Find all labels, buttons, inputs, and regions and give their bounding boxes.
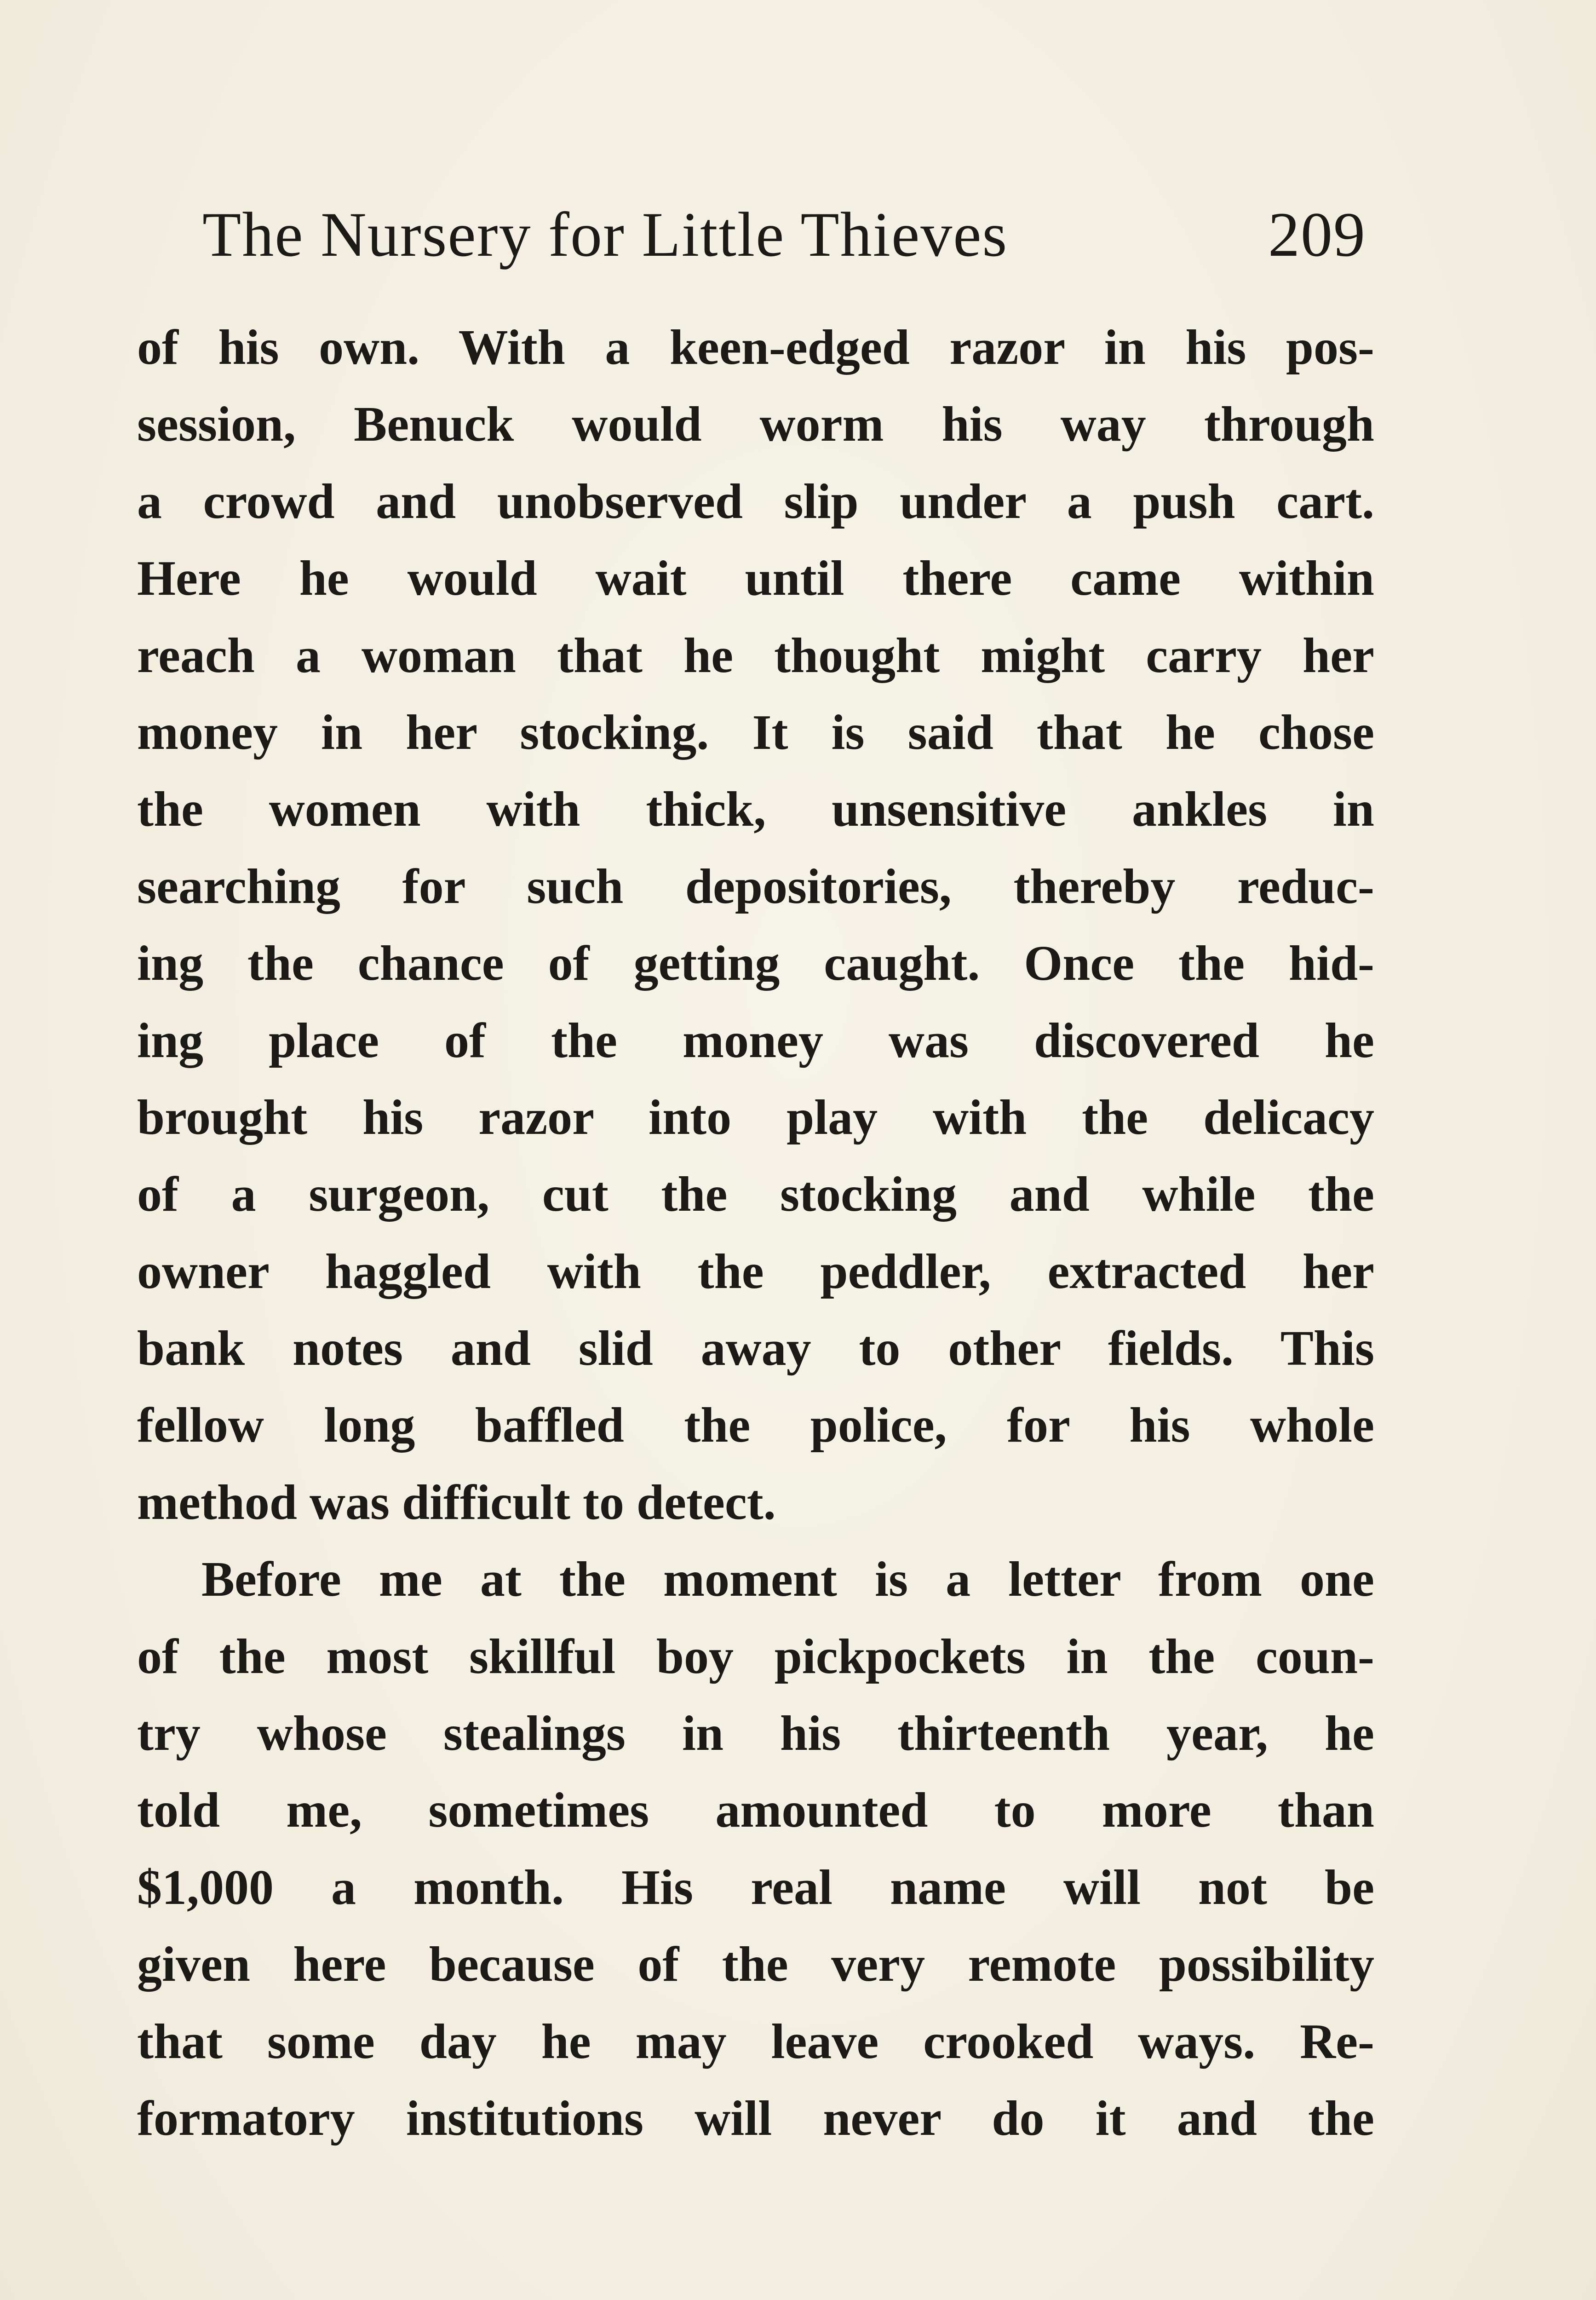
text-line: that some day he may leave crooked ways. Re-	[137, 2014, 1374, 2069]
text-line: of the most skillful boy pickpockets in the coun-	[137, 1629, 1374, 1684]
text-line: $1,000 a month. His real name will not be	[137, 1860, 1374, 1915]
text-line: formatory institutions will never do it and the	[137, 2091, 1374, 2146]
text-line: told me, sometimes amounted to more than	[137, 1783, 1374, 1838]
running-title: The Nursery for Little Thieves	[202, 199, 1008, 270]
text-line: searching for such depositories, thereby reduc-	[137, 859, 1374, 914]
text-line: owner haggled with the peddler, extracted her	[137, 1244, 1374, 1299]
text-line: reach a woman that he thought might carry her	[137, 628, 1374, 683]
page-number: 209	[1268, 199, 1366, 270]
text-line: ing place of the money was discovered he	[137, 1013, 1374, 1068]
text-line: brought his razor into play with the delicacy	[137, 1090, 1374, 1145]
text-line: session, Benuck would worm his way through	[137, 397, 1374, 452]
text-line: method was difficult to detect.	[137, 1475, 776, 1530]
running-header	[202, 198, 1366, 290]
text-line: a crowd and unobserved slip under a push cart.	[137, 474, 1374, 529]
text-line: Before me at the moment is a letter from one	[201, 1552, 1374, 1607]
text-line: ing the chance of getting caught. Once the hid-	[137, 936, 1374, 991]
text-line: try whose stealings in his thirteenth year, he	[137, 1706, 1374, 1761]
text-line: bank notes and slid away to other fields. This	[137, 1321, 1374, 1376]
text-line: given here because of the very remote possibility	[137, 1937, 1374, 1992]
paragraph-1	[137, 309, 1374, 1541]
paragraph-2	[137, 1541, 1374, 2157]
text-line: of a surgeon, cut the stocking and while the	[137, 1167, 1374, 1222]
text-line: of his own. With a keen-edged razor in his pos-	[137, 320, 1374, 375]
text-line: Here he would wait until there came within	[137, 551, 1374, 606]
text-line: the women with thick, unsensitive ankles in	[137, 782, 1374, 837]
body-text	[137, 309, 1374, 2157]
text-line: money in her stocking. It is said that he chose	[137, 705, 1374, 760]
text-line: fellow long baffled the police, for his whole	[137, 1398, 1374, 1453]
